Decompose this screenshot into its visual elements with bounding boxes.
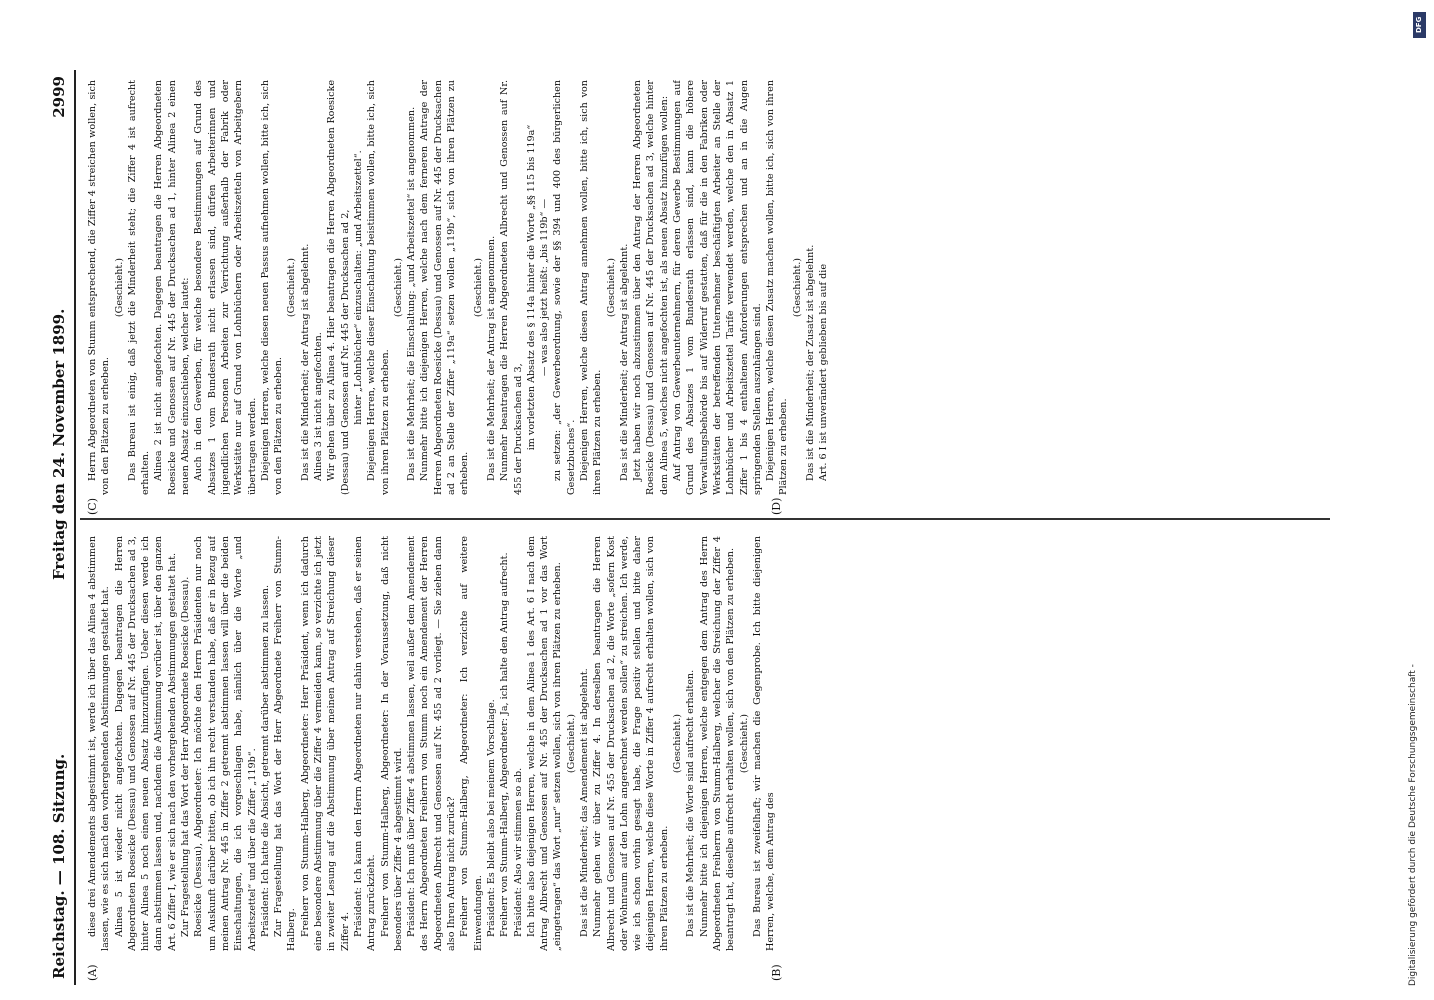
paragraph: Auch in den Gewerben, für welche besondere Bestimmungen auf Grund des Absatzes 1 vom Bundesrath nicht erlassen sind, dürfen Arbeiterinnen und jugendlichen Personen Arbeiten zur Verrichtung außerhalb der Fabrik oder Werkstätte nur auf Grund von Lohnbüchern oder Arbeitszetteln von Arbeitgebern übertragen werden. — [193, 80, 258, 495]
column-divider — [80, 519, 1330, 521]
paragraph: Präsident: Ich kann den Herrn Abgeordneten nur dahin verstehen, daß er seinen Antrag zurückzieht. — [352, 536, 378, 951]
paragraph: Präsident: Es bleibt also bei meinem Vorschlage. — [485, 699, 497, 937]
paragraph: Freiherr von Stumm-Halberg, Abgeordneter: Ich verzichte auf weitere Einwendungen. — [459, 536, 484, 951]
paragraph: Freiherr von Stumm-Halberg, Abgeordneter: Herr Präsident, wenn ich dadurch eine besondere Abstimmung über die Ziffer 4 vermeiden kann, so verzichte ich jetzt in zweiter Lesung auf die Abstimmung über meinen Antrag auf Streichung dieser Ziffer 4. — [299, 536, 351, 951]
paragraph: (Geschieht.) — [605, 257, 617, 318]
paragraph: (Geschieht.) — [472, 257, 484, 318]
paragraph: — was also jetzt heißt: „bis 119b“ — — [539, 198, 551, 377]
paragraph: Präsident: Also wir stimmen so ab. — [512, 767, 524, 937]
paragraph: Herrn Abgeordneten von Stumm entsprechend, die Ziffer 4 streichen wollen, sich von den Plätzen zu erheben. — [87, 80, 112, 495]
paragraph: Zur Fragestellung hat das Wort der Herr Abgeordnete Freiherr von Stumm-Halberg. — [273, 536, 298, 951]
page-number: 2999 — [50, 76, 68, 118]
paragraph: Das Bureau ist einig, daß jetzt die Minderheit steht; die Ziffer 4 ist aufrecht erhalten. — [126, 80, 152, 495]
paragraph: im vorletzten Absatz des § 114a hinter die Worte „§§ 115 bis 119a“ — [525, 124, 537, 451]
paragraph: hinter „Lohnbücher“ einzuschalten: „und Arbeitszettel“. — [352, 150, 364, 425]
paragraph: Freiherr von Stumm-Halberg, Abgeordneter: In der Voraussetzung, daß nicht besonders über Ziffer 4 abgestimmt wird. — [379, 536, 404, 951]
header-session: Reichstag. — 108. Sitzung. — [50, 753, 68, 979]
paragraph: Nunmehr beantragen die Herren Abgeordneten Albrecht und Genossen auf Nr. 455 der Drucksachen ad 3, — [499, 80, 524, 495]
paragraph: Nunmehr bitte ich diejenigen Herren, welche nach dem ferneren Antrage der Herren Abgeordneten Roesicke (Dessau) und Genossen auf Nr. 445 der Drucksachen ad 2 an Stelle der Ziffer „119a“ setzen wollen „119b“, sich von ihren Plätzen zu erheben. — [419, 80, 471, 495]
paragraph: Alinea 2 ist nicht angefochten. Dagegen beantragen die Herren Abgeordneten Roesicke und Genossen auf Nr. 445 der Drucksachen ad 1, hinter Alinea 2 einen neuen Absatz einzuschieben, welcher lautet: — [153, 80, 192, 495]
paragraph: (Geschieht.) — [565, 713, 577, 774]
paragraph: Das ist die Minderheit; der Antrag ist abgelehnt. — [299, 243, 311, 481]
paragraph: Präsident: Ich muß über Ziffer 4 abstimmen lassen, weil außer dem Amendement des Herrn Abgeordneten Freiherrn von Stumm noch ein Amendement der Herren Abgeordneten Albrecht und Genossen auf Nr. 455 ad 2 vorliegt. — Sie ziehen dann also Ihren Antrag nicht zurück? — [406, 536, 458, 951]
paragraph: Zur Fragestellung hat das Wort der Herr Abgeordnete Roesicke (Dessau). — [180, 576, 192, 937]
paragraph: Nunmehr gehen wir über zu Ziffer 4. In derselben beantragen die Herren Albrecht und Genossen auf Nr. 455 der Drucksachen ad 2, die Worte „sofern Kost oder Wohnraum auf den Lohn angerechnet werden sollen“ zu streichen. Ich werde, wie ich schon vorhin gesagt habe, die Frage positiv stellen und bitte daher diejenigen Herren, welche diese Worte in Ziffer 4 aufrecht erhalten wollen, sich von ihren Plätzen zu erheben. — [592, 536, 670, 951]
margin-marker-a: (A) — [86, 964, 99, 981]
paragraph: Diejenigen Herren, welche diesen Zusatz machen wollen, bitte ich, sich von ihren Plätzen zu erheben. — [765, 80, 790, 495]
dfg-watermark — [1408, 6, 1430, 986]
paragraph: Diejenigen Herren, welche diesen neuen Passus aufnehmen wollen, bitte ich, sich von den Plätzen zu erheben. — [259, 80, 285, 495]
paragraph: Das ist die Mehrheit; der Antrag ist angenommen. — [485, 235, 497, 481]
paragraph: Das ist die Minderheit; das Amendement ist abgelehnt. — [578, 668, 590, 937]
paragraph: diese drei Amendements abgestimmt ist, werde ich über das Alinea 4 abstimmen lassen, wie es sich nach den vorhergehenden Abstimmungen gestaltet hat. — [87, 536, 112, 951]
paragraph: Das ist die Minderheit; der Zusatz ist abgelehnt. — [805, 244, 817, 481]
watermark-text: Digitalisierung gefördert durch die Deutsche Forschungsgemeinschaft - — [1408, 664, 1418, 986]
paragraph: Roesicke (Dessau), Abgeordneter: Ich möchte den Herrn Präsidenten nur noch um Auskunft darüber bitten, ob ich ihn recht verstanden habe, daß er in Bezug auf meinen Antrag Nr. 445 in Ziffer 2 getrennt abstimmen lassen will über die beiden Einschaltungen, die ich vorgeschlagen habe, nämlich über die Worte „und Arbeitszettel“ und über die Ziffer „119b“. — [193, 536, 258, 951]
paragraph: Ich bitte also diejenigen Herren, welche in dem Alinea 1 des Art. 6 I nach dem Antrag Albrecht und Genossen auf Nr. 455 der Drucksachen ad 1 vor das Wort „eingetragen“ das Wort „nur“ setzen wollen, sich von ihren Plätzen zu erheben. — [525, 536, 564, 951]
margin-marker-d: (D) — [770, 497, 783, 515]
header-date: Freitag den 24. November 1899. — [50, 308, 68, 580]
paragraph: Nunmehr bitte ich diejenigen Herren, welche entgegen dem Antrag des Herrn Abgeordneten Freiherrn von Stumm-Halberg, welcher die Streichung der Ziffer 4 beantragt hat, dieselbe aufrecht erhalten wollen, sich von den Plätzen zu erheben. — [698, 536, 737, 951]
paragraph: (Geschieht.) — [791, 257, 803, 318]
paragraph: zu setzen: „der Gewerbeordnung, sowie der §§ 394 und 400 des bürgerlichen Gesetzbuches“. — [552, 80, 577, 495]
dfg-logo-icon: DFG — [1413, 12, 1426, 38]
margin-marker-b: (B) — [770, 964, 783, 981]
paragraph: Das ist die Mehrheit; die Worte sind aufrecht erhalten. — [685, 669, 697, 937]
paragraph: (Geschieht.) — [392, 257, 404, 318]
rotated-page-content — [50, 70, 1350, 985]
paragraph: (Geschieht.) — [738, 713, 750, 774]
paragraph: Alinea 3 ist nicht angefochten. — [313, 332, 325, 481]
paragraph: Freiherr von Stumm-Halberg, Abgeordneter: Ja, ich halte den Antrag aufrecht. — [499, 552, 511, 937]
paragraph: Auf Antrag von Gewerbeunternehmern, für deren Gewerbe Bestimmungen auf Grund des Absatzes 1 vom Bundesrath erlassen sind, kann die höhere Verwaltungsbehörde bis auf Widerruf gestatten, daß für die in den Fabriken oder Werkstätten der betreffenden Unternehmer beschäftigten Arbeiter an Stelle der Lohnbücher und Arbeitszettel Tarife verwendet werden, welche den in Absatz 1 Ziffer 1 bis 4 enthaltenen Anforderungen entsprechen und an in die Augen springenden Stellen auszuhängen sind. — [672, 80, 763, 495]
right-text-column — [86, 80, 1336, 495]
margin-marker-c: (C) — [86, 498, 99, 515]
left-text-column — [86, 536, 1336, 951]
paragraph: Diejenigen Herren, welche diesen Antrag annehmen wollen, bitte ich, sich von ihren Plätzen zu erheben. — [578, 80, 604, 495]
paragraph: Art. 6 I ist unverändert geblieben bis auf die — [818, 264, 830, 481]
paragraph: Präsident: Ich hatte die Absicht, getrennt darüber abstimmen zu lassen. — [259, 584, 271, 937]
paragraph: Wir gehen über zu Alinea 4. Hier beantragen die Herren Abgeordneten Roesicke (Dessau) und Genossen auf Nr. 445 der Drucksachen ad 2, — [326, 80, 351, 495]
paragraph: Das ist die Mehrheit; die Einschaltung: „und Arbeitszettel“ ist angenommen. — [406, 106, 418, 481]
paragraph: (Geschieht.) — [113, 257, 125, 318]
paragraph: (Geschieht.) — [672, 713, 684, 774]
header-rule — [74, 70, 76, 985]
paragraph: Jetzt haben wir noch abzustimmen über den Antrag der Herren Abgeordneten Roesicke (Dessau) und Genossen auf Nr. 445 der Drucksachen ad 3, welche hinter dem Alinea 5, welches nicht angefochten ist, als neuen Absatz hinzufügen wollen: — [632, 80, 670, 495]
page-header — [50, 70, 72, 985]
paragraph: Diejenigen Herren, welche dieser Einschaltung beistimmen wollen, bitte ich, sich von ihren Plätzen zu erheben. — [366, 80, 391, 495]
paragraph: (Geschieht.) — [286, 257, 298, 318]
paragraph: Das ist die Minderheit; der Antrag ist abgelehnt. — [618, 243, 630, 481]
paragraph: Das Bureau ist zweifelhaft; wir machen die Gegenprobe. Ich bitte diejenigen Herren, welche, dem Antrag des — [751, 536, 777, 951]
paragraph: Alinea 5 ist wieder nicht angefochten. Dagegen beantragen die Herren Abgeordneten Roesicke (Dessau) und Genossen auf Nr. 445 der Drucksachen ad 3, hinter Alinea 5 noch einen neuen Absatz hinzuzufügen. Ueber diesen werde ich dann abstimmen lassen und, nachdem die Abstimmung vorüber ist, über den ganzen Art. 6 Ziffer I, wie er sich nach den vorhergehenden Abstimmungen gestaltet hat. — [113, 536, 178, 951]
